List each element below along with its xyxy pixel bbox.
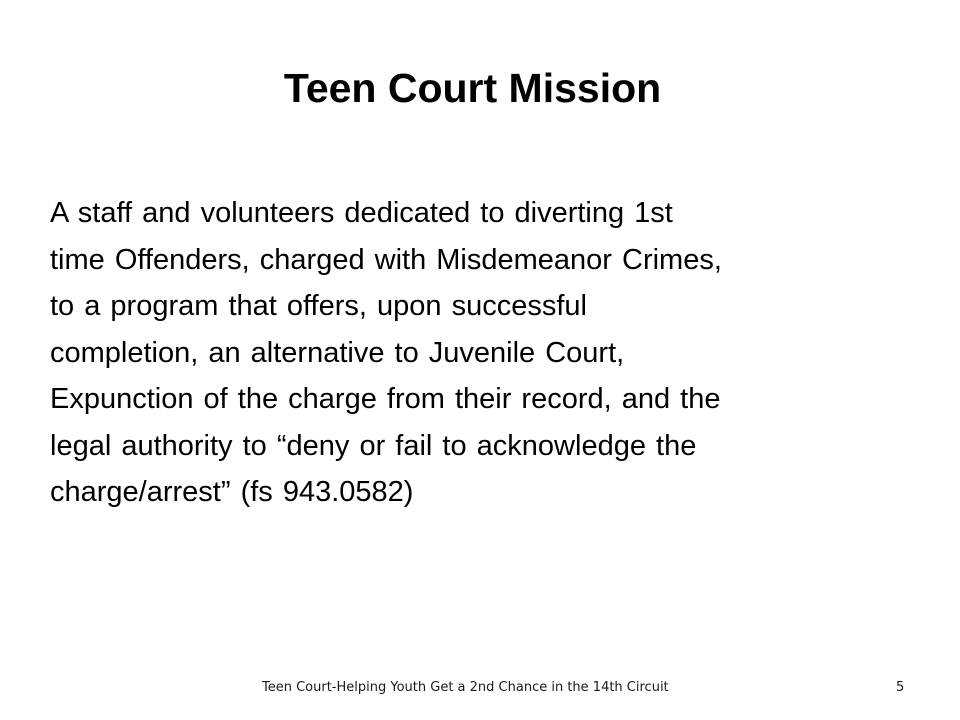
mission-line-1: A staff and volunteers dedicated to diverting 1st [50, 197, 673, 229]
page-number: 5 [896, 680, 905, 695]
footer-text: Teen Court-Helping Youth Get a 2nd Chance in the 14th Circuit [262, 680, 669, 695]
slide-title: Teen Court Mission [283, 65, 662, 111]
mission-line-7: charge/arrest” (fs 943.0582) [50, 476, 414, 508]
mission-line-2: time Offenders, charged with Misdemeanor Crimes, [50, 243, 722, 276]
mission-statement [50, 190, 905, 516]
slide-footer [0, 680, 960, 698]
mission-line-4: completion, an alternative to Juvenile Court, [50, 336, 625, 369]
mission-line-3: to a program that offers, upon successful [50, 290, 587, 322]
mission-line-6: legal authority to “deny or fail to acknowledge the [50, 429, 697, 462]
mission-line-5: Expunction of the charge from their record, and the [50, 383, 721, 415]
